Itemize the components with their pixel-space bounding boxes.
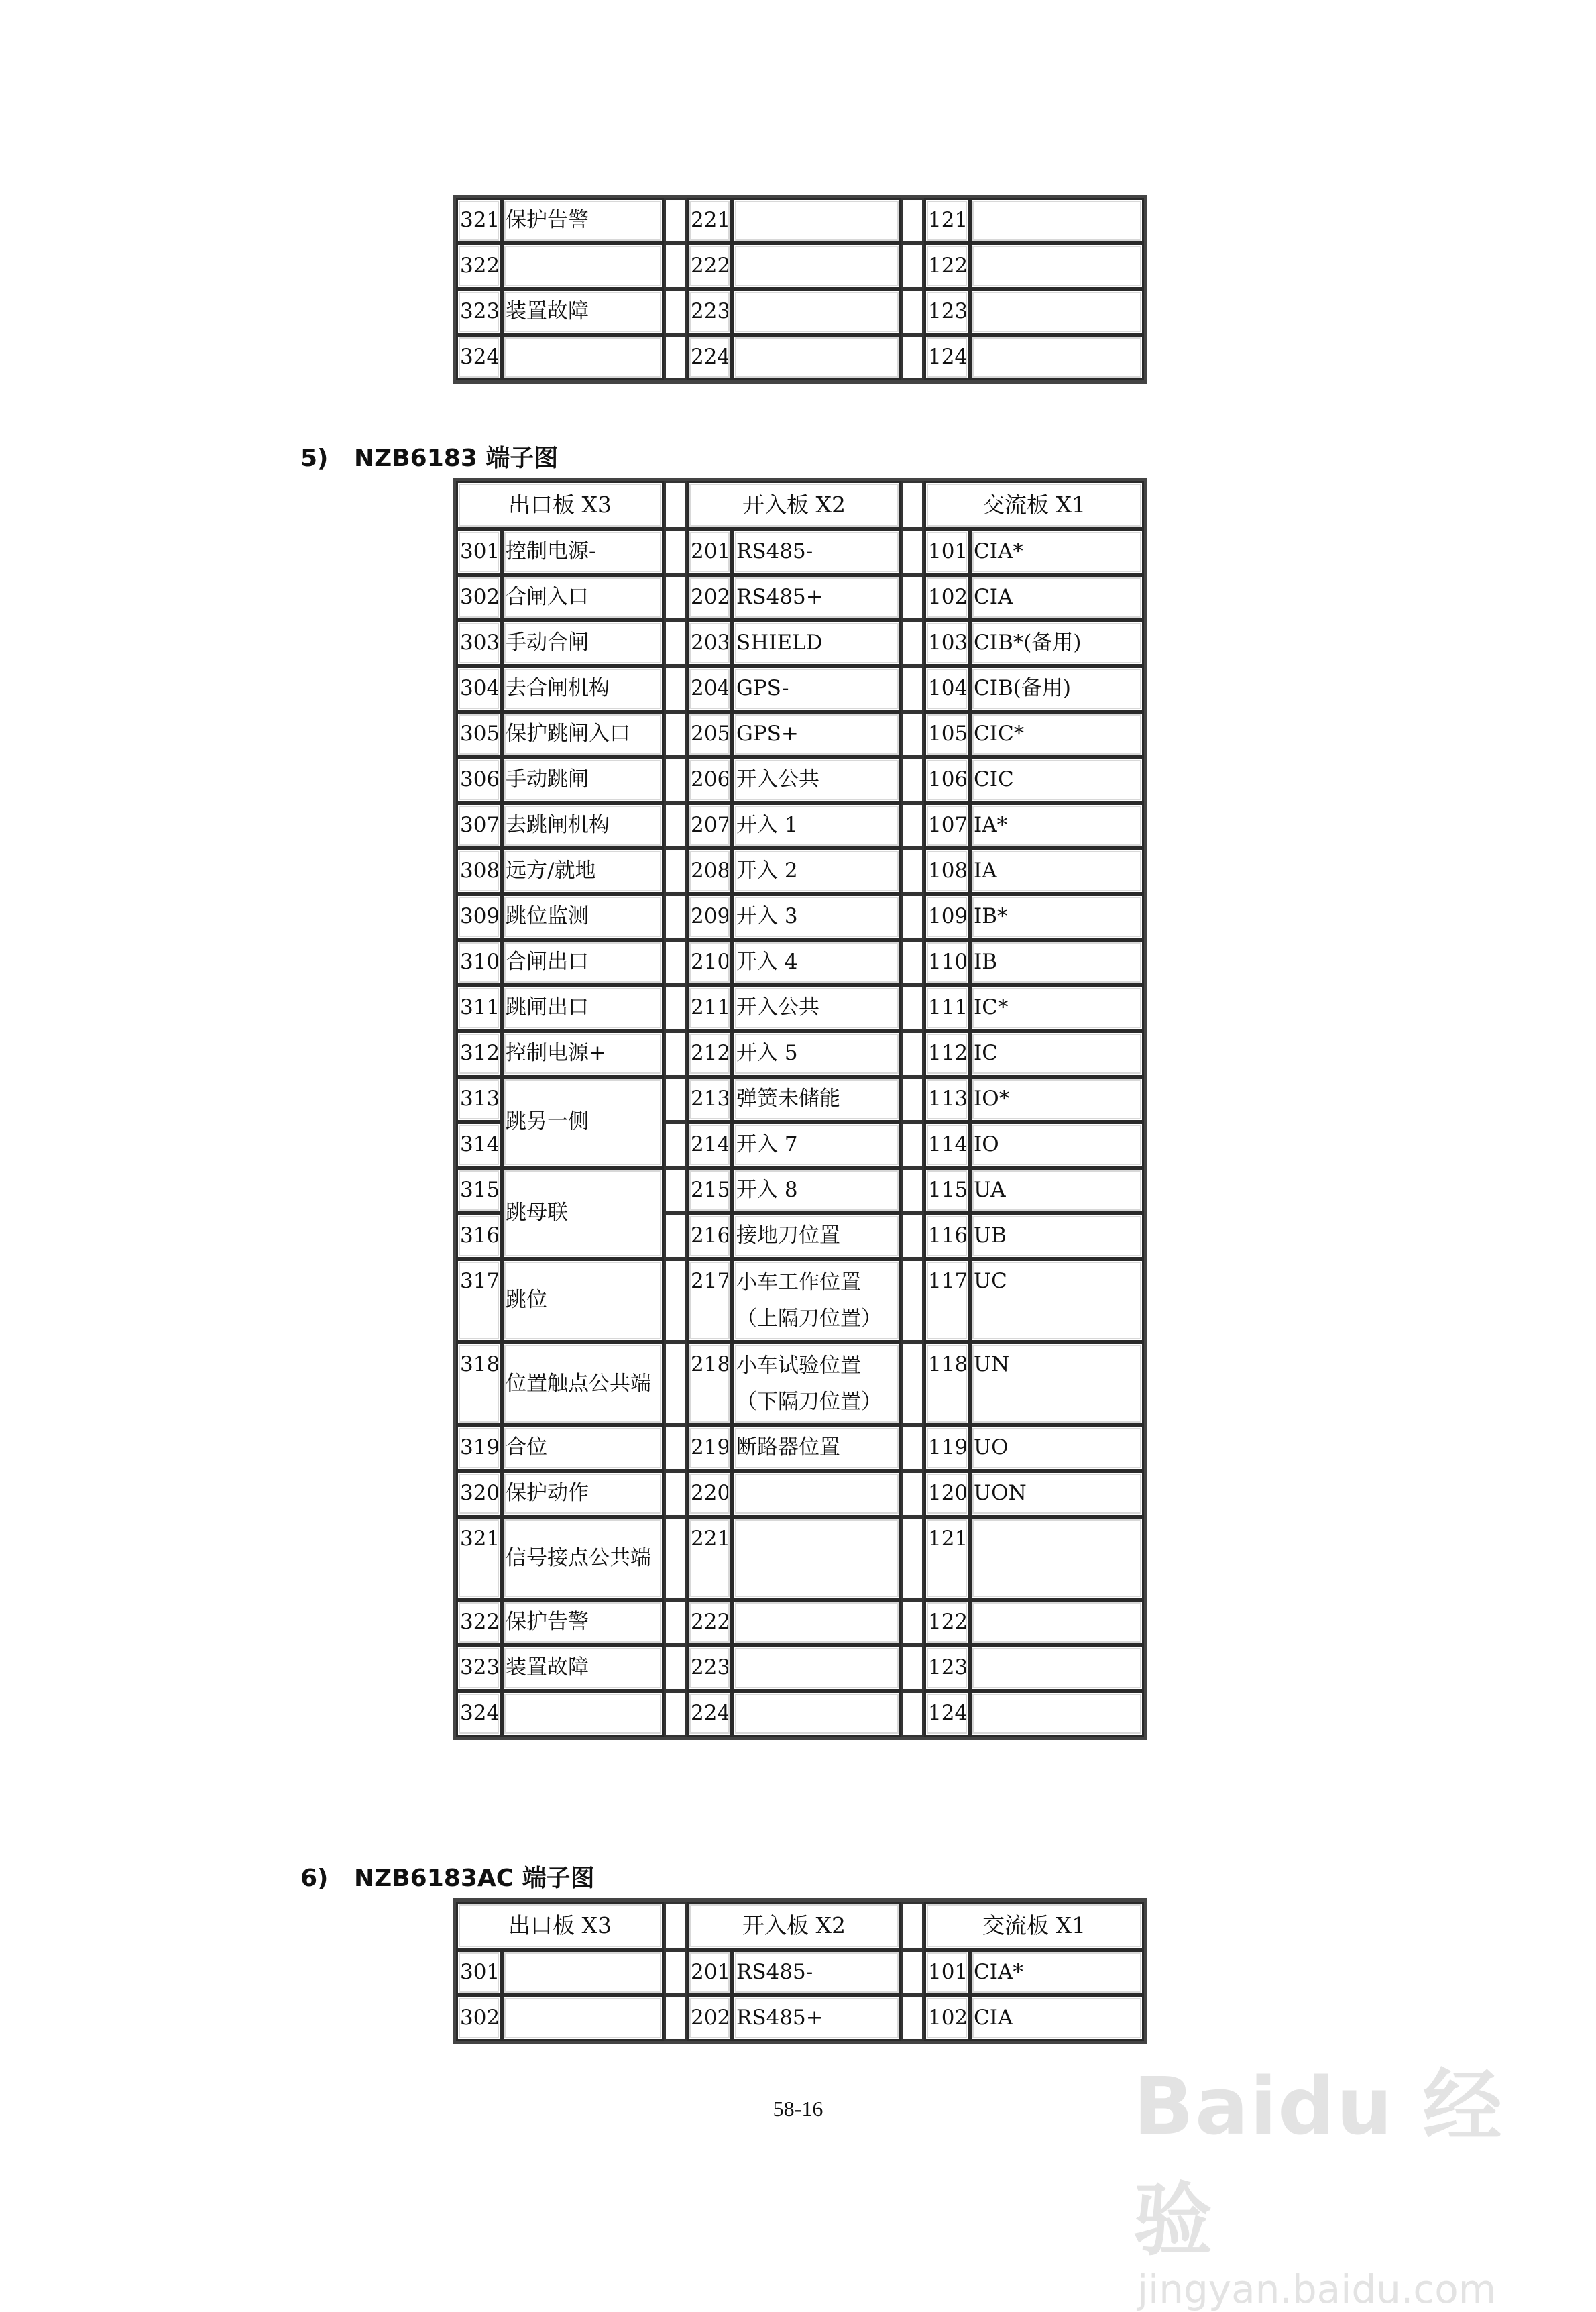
table-row (456, 1645, 1144, 1691)
column-gap (901, 1471, 924, 1517)
section-6-heading (300, 1859, 595, 1893)
terminal-label-x2: RS485- (732, 529, 901, 575)
terminal-label-x3: 位置触点公共端 (502, 1342, 664, 1425)
column-gap (664, 1600, 687, 1645)
table-row (456, 1995, 1144, 2041)
terminal-number-x1: 107 (924, 803, 970, 848)
column-gap (664, 575, 687, 620)
terminal-table-nzb6183 (453, 478, 1147, 1740)
table-row (456, 1517, 1144, 1600)
terminal-number-x2: 218 (687, 1342, 732, 1425)
table-row (456, 575, 1144, 620)
table-row (456, 1600, 1144, 1645)
table-row (456, 666, 1144, 712)
terminal-label-x2 (732, 1517, 901, 1600)
terminal-label-x1: CIB(备用) (970, 666, 1144, 712)
section-5-number: 5) (300, 445, 329, 472)
terminal-number-x1: 124 (924, 335, 970, 380)
terminal-label-x1: IO (970, 1122, 1144, 1168)
terminal-label-x1: IO* (970, 1077, 1144, 1122)
terminal-number-x1: 118 (924, 1342, 970, 1425)
terminal-number-x1: 119 (924, 1425, 970, 1471)
terminal-label-x2 (732, 335, 901, 380)
terminal-label-x1: UO (970, 1425, 1144, 1471)
table-row (456, 1077, 1144, 1122)
column-gap (664, 1471, 687, 1517)
terminal-number-x1: 113 (924, 1077, 970, 1122)
column-gap (901, 289, 924, 335)
column-gap (901, 1645, 924, 1691)
header-x3: 出口板 X3 (456, 481, 664, 529)
terminal-label-x3: 装置故障 (502, 1645, 664, 1691)
column-gap (901, 1213, 924, 1259)
column-gap (664, 712, 687, 757)
column-gap (664, 894, 687, 940)
terminal-label-x2 (732, 1691, 901, 1737)
terminal-number-x3: 318 (456, 1342, 502, 1425)
terminal-number-x3: 308 (456, 848, 502, 894)
page-number: 58-16 (773, 2097, 823, 2121)
table-row (456, 289, 1144, 335)
terminal-label-x3: 信号接点公共端 (502, 1517, 664, 1600)
column-gap (901, 620, 924, 666)
column-gap (664, 243, 687, 289)
terminal-number-x1: 116 (924, 1213, 970, 1259)
terminal-number-x1: 101 (924, 1950, 970, 1995)
column-gap (901, 1902, 924, 1950)
terminal-number-x2: 210 (687, 940, 732, 985)
terminal-label-x3: 控制电源+ (502, 1031, 664, 1077)
column-gap (901, 1031, 924, 1077)
watermark-brand: Baidu 经验 (1133, 2060, 1503, 2266)
terminal-label-x3: 去合闸机构 (502, 666, 664, 712)
terminal-label-x2 (732, 289, 901, 335)
terminal-number-x1: 122 (924, 1600, 970, 1645)
column-gap (664, 803, 687, 848)
terminal-label-x1: IC* (970, 985, 1144, 1031)
terminal-label-x2: 开入 7 (732, 1122, 901, 1168)
terminal-number-x1: 122 (924, 243, 970, 289)
column-gap (901, 985, 924, 1031)
table-row (456, 757, 1144, 803)
column-gap (664, 620, 687, 666)
terminal-number-x3: 306 (456, 757, 502, 803)
terminal-number-x3: 303 (456, 620, 502, 666)
terminal-label-x3: 跳闸出口 (502, 985, 664, 1031)
terminal-label-x2: 开入 2 (732, 848, 901, 894)
terminal-label-x2 (732, 1600, 901, 1645)
terminal-number-x2: 222 (687, 243, 732, 289)
terminal-number-x1: 121 (924, 198, 970, 243)
terminal-label-x2: 开入 5 (732, 1031, 901, 1077)
column-gap (664, 529, 687, 575)
terminal-label-x1 (970, 335, 1144, 380)
section-6-title: NZB6183AC 端子图 (354, 1865, 595, 1892)
column-gap (664, 666, 687, 712)
terminal-number-x2: 204 (687, 666, 732, 712)
terminal-number-x2: 216 (687, 1213, 732, 1259)
column-gap (664, 1259, 687, 1342)
terminal-label-x3 (502, 243, 664, 289)
terminal-number-x1: 121 (924, 1517, 970, 1600)
terminal-label-x1: CIA (970, 1995, 1144, 2041)
column-gap (901, 1259, 924, 1342)
terminal-number-x3: 313 (456, 1077, 502, 1122)
header-x3: 出口板 X3 (456, 1902, 664, 1950)
terminal-label-x3: 合闸入口 (502, 575, 664, 620)
terminal-label-x2 (732, 243, 901, 289)
terminal-label-x2: 开入 1 (732, 803, 901, 848)
terminal-number-x1: 109 (924, 894, 970, 940)
terminal-label-x3: 跳位监测 (502, 894, 664, 940)
terminal-label-x1: CIB*(备用) (970, 620, 1144, 666)
column-gap (664, 848, 687, 894)
column-gap (664, 1122, 687, 1168)
column-gap (901, 1077, 924, 1122)
column-gap (901, 940, 924, 985)
column-gap (664, 289, 687, 335)
column-gap (901, 198, 924, 243)
column-gap (901, 1950, 924, 1995)
watermark-url: jingyan.baidu.com (1137, 2266, 1497, 2312)
terminal-number-x1: 120 (924, 1471, 970, 1517)
terminal-label-x2: SHIELD (732, 620, 901, 666)
terminal-number-x1: 114 (924, 1122, 970, 1168)
column-gap (901, 1995, 924, 2041)
column-gap (664, 1342, 687, 1425)
column-gap (664, 198, 687, 243)
terminal-number-x3: 319 (456, 1425, 502, 1471)
terminal-label-x2: 小车工作位置（上隔刀位置） (732, 1259, 901, 1342)
terminal-number-x3: 315 (456, 1168, 502, 1213)
terminal-number-x1: 106 (924, 757, 970, 803)
column-gap (901, 1517, 924, 1600)
terminal-number-x2: 212 (687, 1031, 732, 1077)
column-gap (901, 894, 924, 940)
terminal-number-x3: 317 (456, 1259, 502, 1342)
terminal-table-nzb6183ac (453, 1898, 1147, 2044)
terminal-label-x3 (502, 1950, 664, 1995)
column-gap (664, 1691, 687, 1737)
terminal-number-x2: 205 (687, 712, 732, 757)
terminal-label-x1 (970, 289, 1144, 335)
column-gap (901, 481, 924, 529)
terminal-number-x3: 302 (456, 575, 502, 620)
terminal-number-x2: 221 (687, 198, 732, 243)
terminal-label-x1 (970, 198, 1144, 243)
terminal-label-x2: GPS- (732, 666, 901, 712)
column-gap (664, 985, 687, 1031)
column-gap (664, 1213, 687, 1259)
section-6-number: 6) (300, 1865, 329, 1892)
column-gap (901, 712, 924, 757)
terminal-label-x3 (502, 1691, 664, 1737)
terminal-label-x1: CIA* (970, 1950, 1144, 1995)
terminal-number-x1: 124 (924, 1691, 970, 1737)
table-row (456, 1259, 1144, 1342)
terminal-label-x1: CIC (970, 757, 1144, 803)
terminal-number-x2: 209 (687, 894, 732, 940)
column-gap (664, 940, 687, 985)
terminal-number-x2: 207 (687, 803, 732, 848)
table-row (456, 1691, 1144, 1737)
column-gap (664, 1950, 687, 1995)
terminal-number-x3: 309 (456, 894, 502, 940)
terminal-number-x2: 222 (687, 1600, 732, 1645)
terminal-label-x2: RS485+ (732, 1995, 901, 2041)
header-x2: 开入板 X2 (687, 481, 901, 529)
column-gap (901, 1122, 924, 1168)
terminal-label-x1: IB (970, 940, 1144, 985)
table-row (456, 985, 1144, 1031)
terminal-label-x3: 跳母联 (502, 1168, 664, 1259)
terminal-label-x1 (970, 243, 1144, 289)
terminal-label-x3: 去跳闸机构 (502, 803, 664, 848)
terminal-number-x2: 211 (687, 985, 732, 1031)
table-row (456, 1342, 1144, 1425)
column-gap (901, 803, 924, 848)
terminal-number-x1: 110 (924, 940, 970, 985)
terminal-label-x2: 接地刀位置 (732, 1213, 901, 1259)
terminal-label-x1: UN (970, 1342, 1144, 1425)
table-row (456, 1471, 1144, 1517)
terminal-label-x2 (732, 1471, 901, 1517)
terminal-number-x2: 203 (687, 620, 732, 666)
terminal-label-x1: IB* (970, 894, 1144, 940)
column-gap (901, 1168, 924, 1213)
table-row (456, 620, 1144, 666)
terminal-number-x1: 108 (924, 848, 970, 894)
terminal-label-x1: IA (970, 848, 1144, 894)
terminal-label-x3: 手动跳闸 (502, 757, 664, 803)
terminal-label-x3: 远方/就地 (502, 848, 664, 894)
terminal-number-x1: 101 (924, 529, 970, 575)
terminal-number-x3: 322 (456, 243, 502, 289)
terminal-number-x2: 206 (687, 757, 732, 803)
terminal-number-x2: 213 (687, 1077, 732, 1122)
terminal-number-x3: 323 (456, 1645, 502, 1691)
section-5-heading (300, 439, 558, 474)
terminal-label-x3: 保护告警 (502, 198, 664, 243)
column-gap (664, 1031, 687, 1077)
terminal-number-x3: 305 (456, 712, 502, 757)
terminal-number-x2: 224 (687, 1691, 732, 1737)
terminal-number-x3: 312 (456, 1031, 502, 1077)
terminal-label-x2: 开入 4 (732, 940, 901, 985)
header-x2: 开入板 X2 (687, 1902, 901, 1950)
table-row (456, 803, 1144, 848)
column-gap (664, 1645, 687, 1691)
table-row (456, 335, 1144, 380)
terminal-number-x3: 316 (456, 1213, 502, 1259)
terminal-number-x1: 123 (924, 289, 970, 335)
table-row (456, 1031, 1144, 1077)
terminal-number-x3: 307 (456, 803, 502, 848)
terminal-number-x2: 202 (687, 1995, 732, 2041)
column-gap (664, 335, 687, 380)
terminal-number-x1: 102 (924, 1995, 970, 2041)
terminal-number-x3: 314 (456, 1122, 502, 1168)
table-row (456, 1168, 1144, 1213)
terminal-number-x1: 112 (924, 1031, 970, 1077)
terminal-label-x2 (732, 1645, 901, 1691)
terminal-number-x2: 208 (687, 848, 732, 894)
terminal-label-x3: 合位 (502, 1425, 664, 1471)
terminal-label-x1: UA (970, 1168, 1144, 1213)
table-row (456, 198, 1144, 243)
terminal-label-x2: 开入公共 (732, 985, 901, 1031)
terminal-number-x2: 223 (687, 289, 732, 335)
terminal-number-x2: 201 (687, 1950, 732, 1995)
column-gap (901, 243, 924, 289)
terminal-number-x2: 215 (687, 1168, 732, 1213)
terminal-label-x2: 断路器位置 (732, 1425, 901, 1471)
terminal-label-x3 (502, 1995, 664, 2041)
terminal-label-x3: 保护动作 (502, 1471, 664, 1517)
terminal-label-x1: CIA* (970, 529, 1144, 575)
column-gap (901, 335, 924, 380)
terminal-label-x1 (970, 1600, 1144, 1645)
terminal-label-x3: 手动合闸 (502, 620, 664, 666)
terminal-label-x1: CIA (970, 575, 1144, 620)
terminal-label-x3 (502, 335, 664, 380)
column-gap (901, 1600, 924, 1645)
column-gap (901, 529, 924, 575)
terminal-number-x3: 301 (456, 529, 502, 575)
column-gap (901, 1691, 924, 1737)
terminal-label-x3: 跳另一侧 (502, 1077, 664, 1168)
terminal-number-x1: 115 (924, 1168, 970, 1213)
table-row (456, 848, 1144, 894)
terminal-label-x3: 跳位 (502, 1259, 664, 1342)
column-gap (664, 481, 687, 529)
terminal-number-x2: 221 (687, 1517, 732, 1600)
table-row (456, 1425, 1144, 1471)
terminal-label-x1 (970, 1517, 1144, 1600)
terminal-number-x2: 201 (687, 529, 732, 575)
baidu-jingyan-watermark (1133, 2042, 1509, 2312)
terminal-number-x2: 223 (687, 1645, 732, 1691)
terminal-table-continued (453, 195, 1147, 384)
column-gap (664, 1517, 687, 1600)
terminal-label-x1: IC (970, 1031, 1144, 1077)
terminal-number-x1: 103 (924, 620, 970, 666)
terminal-label-x2: 开入公共 (732, 757, 901, 803)
column-gap (901, 575, 924, 620)
terminal-label-x2: 弹簧未储能 (732, 1077, 901, 1122)
terminal-number-x3: 310 (456, 940, 502, 985)
terminal-label-x1: UON (970, 1471, 1144, 1517)
terminal-number-x3: 322 (456, 1600, 502, 1645)
header-x1: 交流板 X1 (924, 481, 1144, 529)
table-row (456, 243, 1144, 289)
terminal-label-x3: 保护跳闸入口 (502, 712, 664, 757)
terminal-number-x2: 202 (687, 575, 732, 620)
terminal-label-x2 (732, 198, 901, 243)
terminal-label-x2: RS485- (732, 1950, 901, 1995)
table-row (456, 1950, 1144, 1995)
terminal-label-x1: UB (970, 1213, 1144, 1259)
column-gap (664, 757, 687, 803)
terminal-number-x3: 324 (456, 1691, 502, 1737)
terminal-label-x3: 保护告警 (502, 1600, 664, 1645)
terminal-number-x3: 311 (456, 985, 502, 1031)
terminal-label-x1: IA* (970, 803, 1144, 848)
terminal-number-x2: 220 (687, 1471, 732, 1517)
column-gap (664, 1077, 687, 1122)
terminal-label-x3: 控制电源- (502, 529, 664, 575)
column-gap (664, 1425, 687, 1471)
table-row (456, 894, 1144, 940)
terminal-number-x3: 320 (456, 1471, 502, 1517)
terminal-number-x1: 105 (924, 712, 970, 757)
terminal-number-x2: 219 (687, 1425, 732, 1471)
terminal-label-x1: CIC* (970, 712, 1144, 757)
terminal-number-x3: 302 (456, 1995, 502, 2041)
terminal-number-x3: 323 (456, 289, 502, 335)
terminal-label-x2: 开入 3 (732, 894, 901, 940)
column-gap (664, 1902, 687, 1950)
table-row (456, 940, 1144, 985)
terminal-label-x1: UC (970, 1259, 1144, 1342)
table-row (456, 529, 1144, 575)
column-gap (901, 848, 924, 894)
terminal-label-x2: 小车试验位置（下隔刀位置） (732, 1342, 901, 1425)
terminal-label-x1 (970, 1691, 1144, 1737)
table-row (456, 712, 1144, 757)
column-gap (901, 1342, 924, 1425)
terminal-number-x3: 324 (456, 335, 502, 380)
terminal-number-x3: 321 (456, 1517, 502, 1600)
terminal-number-x1: 123 (924, 1645, 970, 1691)
column-gap (664, 1168, 687, 1213)
terminal-number-x1: 111 (924, 985, 970, 1031)
terminal-label-x3: 合闸出口 (502, 940, 664, 985)
column-gap (901, 1425, 924, 1471)
terminal-label-x1 (970, 1645, 1144, 1691)
section-5-title: NZB6183 端子图 (354, 445, 559, 472)
terminal-number-x1: 104 (924, 666, 970, 712)
column-gap (901, 666, 924, 712)
terminal-label-x2: RS485+ (732, 575, 901, 620)
terminal-number-x1: 102 (924, 575, 970, 620)
terminal-number-x3: 321 (456, 198, 502, 243)
terminal-number-x3: 304 (456, 666, 502, 712)
column-gap (664, 1995, 687, 2041)
terminal-number-x2: 224 (687, 335, 732, 380)
terminal-number-x2: 214 (687, 1122, 732, 1168)
terminal-number-x3: 301 (456, 1950, 502, 1995)
terminal-label-x2: 开入 8 (732, 1168, 901, 1213)
terminal-label-x3: 装置故障 (502, 289, 664, 335)
column-gap (901, 757, 924, 803)
terminal-number-x1: 117 (924, 1259, 970, 1342)
terminal-label-x2: GPS+ (732, 712, 901, 757)
header-x1: 交流板 X1 (924, 1902, 1144, 1950)
terminal-number-x2: 217 (687, 1259, 732, 1342)
